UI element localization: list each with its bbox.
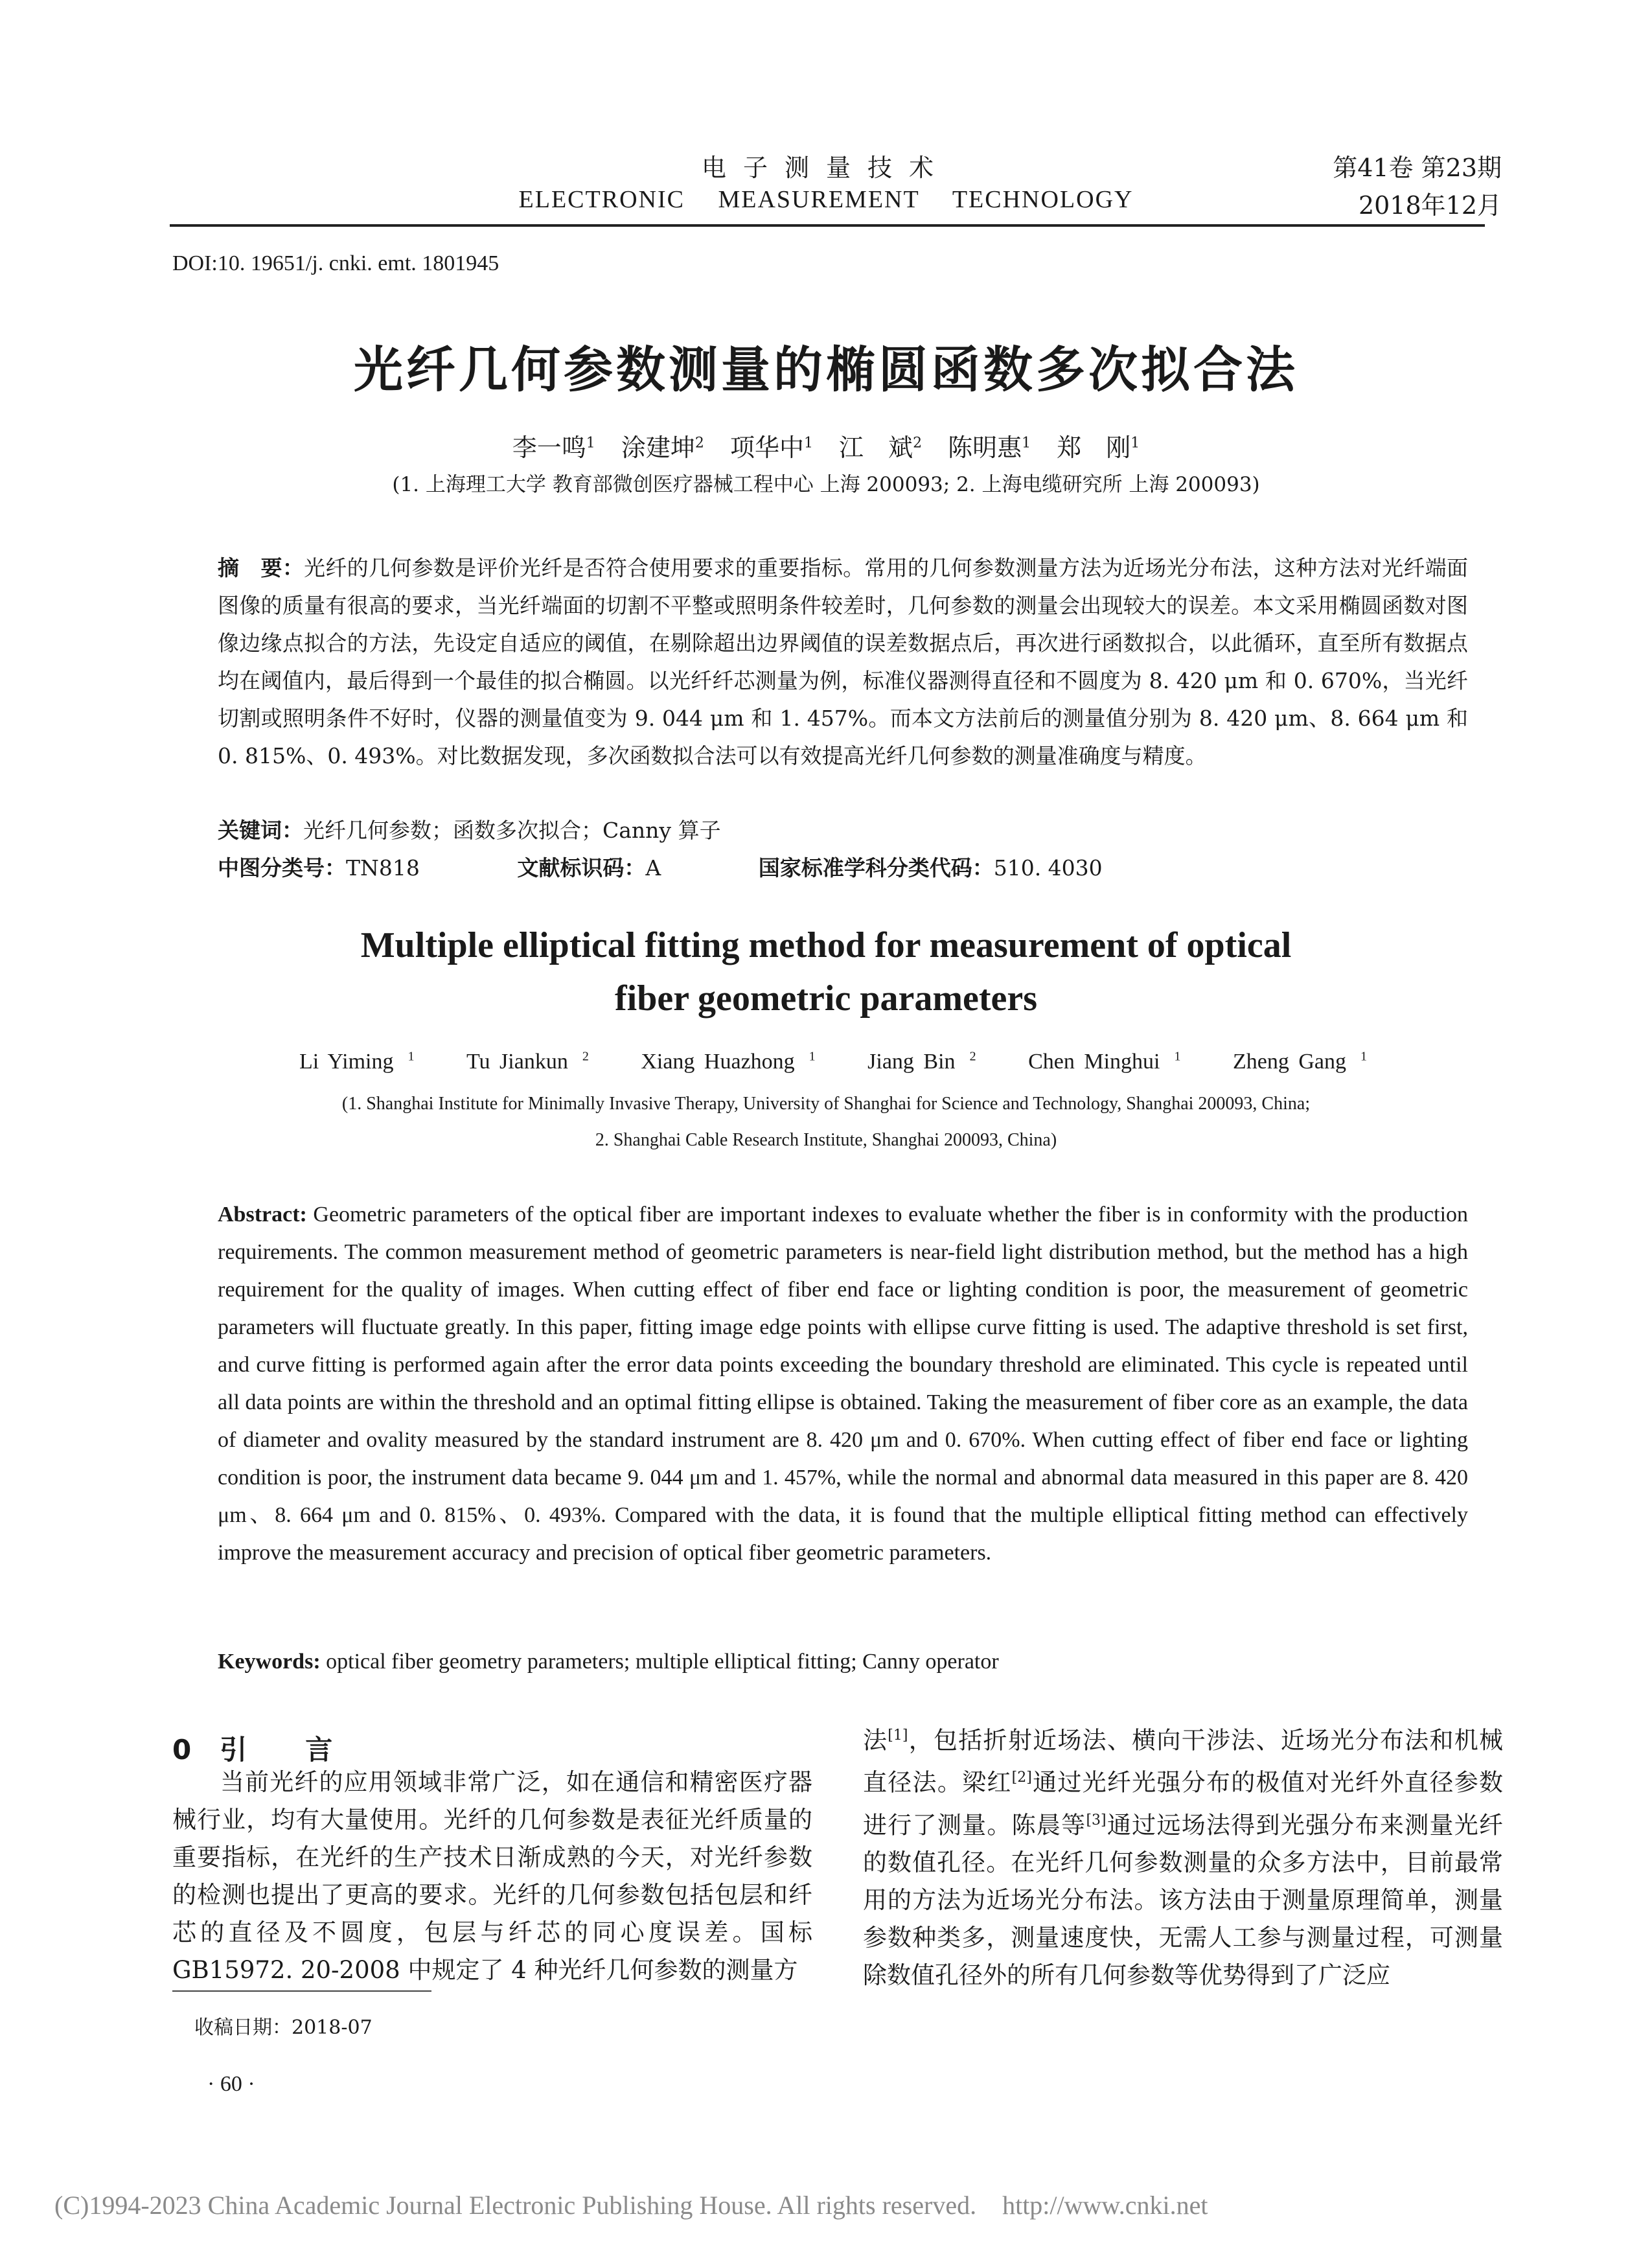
- authors-cn: [0, 428, 1652, 463]
- keywords-en: [218, 1650, 999, 1674]
- author-en: Tu Jiankun $^2$: [466, 1050, 589, 1074]
- document-code: 文献标识码：A: [517, 855, 661, 881]
- header-rule: [170, 224, 1485, 227]
- affiliation-en-line: (1. Shanghai Institute for Minimally Invasive Therapy, University of Shanghai for Science and Technology, Shanghai 200093, China;: [341, 1094, 1311, 1114]
- keywords-cn-text: 光纤几何参数；函数多次拟合；Canny 算子: [303, 818, 721, 843]
- doi: DOI:10. 19651/j. cnki. emt. 1801945: [172, 251, 499, 275]
- section-title: 引言: [220, 1734, 391, 1766]
- section-number: 0: [172, 1734, 194, 1766]
- copyright-url[interactable]: http://www.cnki.net: [1002, 2191, 1208, 2220]
- body-paragraph: 当前光纤的应用领域非常广泛，如在通信和精密医疗器械行业，均有大量使用。光纤的几何参数是表征光纤质量的重要指标，在光纤的生产技术日渐成熟的今天，对光纤参数的检测也提出了更高的要求。光纤的几何参数包括包层和纤芯的直径及不圆度，包层与纤芯的同心度误差。国标 GB15972. 20-2008 中规定了 4 种光纤几何参数的测量方: [172, 1768, 812, 1984]
- subject-code: 国家标准学科分类代码：510. 4030: [758, 855, 1103, 881]
- copyright-text: (C)1994-2023 China Academic Journal Electronic Publishing House. All rights reserved.: [54, 2191, 977, 2220]
- journal-name-en: ELECTRONIC MEASUREMENT TECHNOLOGY: [518, 186, 1134, 213]
- keywords-en-text: optical fiber geometry parameters; multiple elliptical fitting; Canny operator: [326, 1650, 999, 1674]
- citation-ref[interactable]: [1]: [888, 1727, 908, 1744]
- affiliation-cn: (1. 上海理工大学 教育部微创医疗器械工程中心 上海 200093; 2. 上海电缆研究所 上海 200093): [392, 473, 1260, 496]
- authors-en: [0, 1050, 1652, 1074]
- copyright-notice: [54, 2190, 1208, 2220]
- author-cn: 李一鸣$^1$: [512, 433, 595, 462]
- affiliation-en: [0, 1086, 1652, 1158]
- abstract-en: [218, 1196, 1468, 1572]
- footnote-rule: [172, 1990, 431, 1992]
- author-cn: 涂建坤$^2$: [621, 433, 704, 462]
- author-en: Jiang Bin $^2$: [867, 1050, 976, 1074]
- abstract-cn-text: 光纤的几何参数是评价光纤是否符合使用要求的重要指标。常用的几何参数测量方法为近场光分布法，这种方法对光纤端面图像的质量有很高的要求，当光纤端面的切割不平整或照明条件较差时，几何参数的测量会出现较大的误差。本文采用椭圆函数对图像边缘点拟合的方法，先设定自适应的阈值，在剔除超出边界阈值的误差数据点后，再次进行函数拟合，以此循环，直至所有数据点均在阈值内，最后得到一个最佳的拟合椭圆。以光纤纤芯测量为例，标准仪器测得直径和不圆度为 8. 420 μm 和 0. 670%，当光纤切割或照明条件不好时，仪器的测量值变为 9. 044 μm 和 1. 457%。而本文方法前后的测量值分别为 8. 420 μm、8. 664 μm 和 0. 815%、0. 493%。对比数据发现，多次函数拟合法可以有效提高光纤几何参数的测量准确度与精度。: [218, 555, 1469, 768]
- abstract-en-text: Geometric parameters of the optical fiber are important indexes to evaluate whether the fiber is in conformity with the production requirements. The common measurement method of geometric parameters is near-field light distribution method, but the method has a high requirement for the quality of images. When cutting effect of fiber end face or lighting condition is poor, the measurement of geometric parameters will fluctuate greatly. In this paper, fitting image edge points with ellipse curve fitting is used. The adaptive threshold is set first, and curve fitting is performed again after the error data points exceeding the boundary threshold are eliminated. This cycle is repeated until all data points are within the threshold and an optimal fitting ellipse is obtained. Taking the measurement of fiber core as an example, the data of diameter and ovality measured by the standard instrument are 8. 420 μm and 0. 670%. When cutting effect of fiber end face or lighting condition is poor, the instrument data became 9. 044 μm and 1. 457%, while the normal and abnormal data measured in this paper are 8. 420 μm、8. 664 μm and 0. 815%、0. 493%. Compared with the data, it is found that the multiple elliptical fitting method can effectively improve the measurement accuracy and precision of optical fiber geometric parameters.: [218, 1203, 1469, 1565]
- section-heading: [172, 1729, 391, 1768]
- citation-ref[interactable]: [2]: [1011, 1769, 1032, 1786]
- abstract-cn: [218, 549, 1468, 775]
- title-en: [0, 919, 1652, 1025]
- title-cn: 光纤几何参数测量的椭圆函数多次拟合法: [354, 341, 1298, 398]
- page-number: · 60 ·: [207, 2072, 255, 2096]
- title-en-line: Multiple elliptical fitting method for measurement of optical: [360, 925, 1292, 965]
- abstract-cn-label: 摘 要：: [218, 555, 304, 581]
- issue-date: 2018年12月: [1358, 191, 1502, 220]
- author-cn: 郑 刚$^1$: [1057, 433, 1140, 462]
- author-cn: 江 斌$^2$: [839, 433, 923, 462]
- abstract-en-label: Abstract:: [218, 1203, 307, 1227]
- body-paragraph: 法[1]，包括折射近场法、横向干涉法、近场光分布法和机械直径法。梁红[2]通过光纤光强分布的极值对光纤外直径参数进行了测量。陈晨等[3]通过远场法得到光强分布来测量光纤的数值孔径。在光纤几何参数测量的众多方法中，目前最常用的方法为近场光分布法。该方法由于测量原理简单，测量参数种类多，测量速度快，无需人工参与测量过程，可测量除数值孔径外的所有几何参数等优势得到了广泛应: [863, 1726, 1504, 1989]
- author-en: Chen Minghui $^1$: [1028, 1050, 1181, 1074]
- body-column-right: [863, 1717, 1503, 1994]
- body-column-left: [172, 1764, 812, 1989]
- title-en-line: fiber geometric parameters: [615, 978, 1037, 1019]
- affiliation-en-line: 2. Shanghai Cable Research Institute, Shanghai 200093, China): [595, 1130, 1057, 1150]
- author-en: Xiang Huazhong $^1$: [641, 1050, 816, 1074]
- author-en: Zheng Gang $^1$: [1232, 1050, 1367, 1074]
- classification-cn: [218, 851, 1193, 882]
- received-date: 收稿日期：2018-07: [194, 2016, 373, 2039]
- volume-issue: 第41卷 第23期: [1333, 154, 1502, 182]
- author-en: Li Yiming $^1$: [299, 1050, 415, 1074]
- keywords-en-label: Keywords:: [218, 1650, 321, 1674]
- keywords-cn-label: 关键词：: [218, 818, 303, 843]
- author-cn: 陈明惠$^1$: [948, 433, 1031, 462]
- citation-ref[interactable]: [3]: [1086, 1812, 1107, 1828]
- clc-number: 中图分类号：TN818: [218, 855, 420, 881]
- journal-name-cn: 电子测量技术: [701, 154, 950, 182]
- keywords-cn: [218, 814, 721, 844]
- author-cn: 项华中$^1$: [729, 433, 813, 462]
